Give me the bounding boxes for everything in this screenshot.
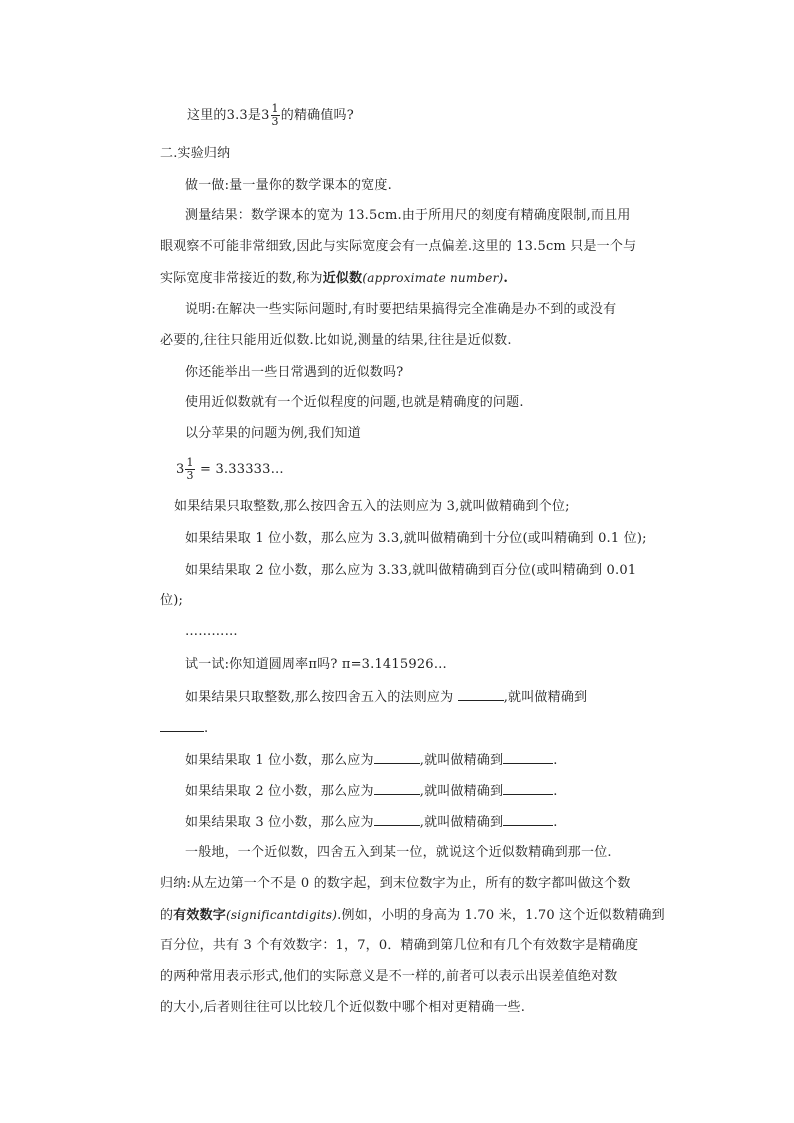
explain-line-1: 说明:在解决一些实际问题时,有时要把结果搞得完全准确是办不到的或没有 (185, 302, 617, 317)
precision-problem: 使用近似数就有一个近似程度的问题,也就是精确度的问题. (185, 395, 524, 410)
term-approximate-number: 近似数 (322, 271, 363, 286)
summary-line-1: 归纳:从左边第一个不是 0 的数字起，到末位数字为止，所有的数字都叫做这个数 (160, 876, 631, 891)
explain-line-2: 必要的,往往只能用近似数.比如说,测量的结果,往往是近似数. (160, 333, 512, 348)
apple-intro: 以分苹果的问题为例,我们知道 (185, 426, 361, 441)
formula-denominator: 3 (186, 469, 194, 482)
formula-whole: 3 (176, 462, 185, 477)
try-three-decimal (185, 811, 558, 833)
try-d2-pre: 如果结果取 2 位小数，那么应为 (185, 784, 374, 799)
try-d3-end: . (553, 815, 558, 830)
term-significant-digits-en: (significantdigits) (226, 908, 338, 922)
try-intro: 试一试:你知道圆周率π吗? π=3.1415926… (185, 657, 447, 672)
term-english: (approximate number) (362, 271, 504, 285)
section-heading: 二.实验归纳 (160, 146, 231, 161)
summary-line-3: 百分位，共有 3 个有效数字：1，7，0．精确到第几位和有几个有效数字是精确度 (160, 938, 639, 953)
try-two-decimal (185, 780, 558, 802)
blank-d1-precision[interactable] (503, 749, 553, 764)
ask-examples: 你还能举出一些日常遇到的近似数吗? (185, 365, 404, 380)
try-integer-pre: 如果结果只取整数,那么按四舍五入的法则应为 (185, 690, 454, 705)
measure-line-3-end: . (503, 271, 509, 286)
question-exact-value (187, 103, 354, 128)
blank-d2-value[interactable] (374, 780, 420, 795)
summary-line-4: 的两种常用表示形式,他们的实际意义是不一样的,前者可以表示出误差值绝对数 (160, 969, 618, 984)
summary-line-2-post: .例如，小明的身高为 1.70 米，1.70 这个近似数精确到 (337, 908, 665, 923)
round-integer: 如果结果只取整数,那么按四舍五入的法则应为 3,就叫做精确到个位; (174, 499, 570, 514)
try-integer-end: . (204, 721, 209, 736)
formula-numerator: 1 (186, 456, 194, 469)
measure-line-3-pre: 实际宽度非常接近的数,称为 (160, 271, 323, 286)
try-integer-line-2 (160, 717, 208, 739)
try-d1-end: . (553, 753, 558, 768)
measure-line-2: 眼观察不可能非常细致,因此与实际宽度会有一点偏差.这里的 13.5cm 只是一个与 (160, 239, 637, 254)
question-text-post: 的精确值吗? (280, 108, 354, 123)
try-d2-mid: ,就叫做精确到 (419, 784, 504, 799)
formula-rest: = 3.33333… (200, 462, 284, 477)
measure-line-3 (160, 268, 508, 289)
summary-line-2-pre: 的 (160, 908, 174, 923)
round-two-decimal-line-1: 如果结果取 2 位小数，那么应为 3.33,就叫做精确到百分位(或叫精确到 0.01 (185, 563, 637, 578)
blank-d3-precision[interactable] (503, 811, 553, 826)
round-one-decimal: 如果结果取 1 位小数，那么应为 3.3,就叫做精确到十分位(或叫精确到 0.1 位); (185, 531, 647, 546)
ellipsis-dots: ………… (185, 624, 238, 639)
blank-d1-value[interactable] (374, 749, 420, 764)
formula-fraction (185, 457, 194, 482)
blank-integer-precision[interactable] (160, 717, 204, 732)
do-it-paragraph: 做一做:量一量你的数学课本的宽度. (185, 178, 392, 193)
try-d3-pre: 如果结果取 3 位小数，那么应为 (185, 815, 374, 830)
general-rule: 一般地，一个近似数，四舍五入到某一位，就说这个近似数精确到那一位. (185, 845, 612, 860)
blank-d2-precision[interactable] (503, 780, 553, 795)
try-d1-mid: ,就叫做精确到 (419, 753, 504, 768)
try-d3-mid: ,就叫做精确到 (419, 815, 504, 830)
try-integer-line (185, 686, 587, 708)
try-d2-end: . (553, 784, 558, 799)
term-significant-digits: 有效数字 (173, 908, 227, 923)
question-text-pre: 这里的3.3是3 (187, 108, 270, 123)
try-d1-pre: 如果结果取 1 位小数，那么应为 (185, 753, 374, 768)
round-two-decimal-line-2: 位); (160, 593, 184, 608)
fraction-denominator: 3 (271, 115, 279, 128)
try-one-decimal (185, 749, 558, 771)
measure-line-1: 测量结果：数学课本的宽为 13.5cm.由于所用尺的刻度有精确度限制,而且用 (185, 208, 631, 223)
blank-d3-value[interactable] (374, 811, 420, 826)
fraction-one-third (271, 103, 280, 128)
summary-line-5: 的大小,后者则往往可以比较几个近似数中哪个相对更精确一些. (160, 1000, 526, 1015)
fraction-numerator: 1 (271, 102, 279, 115)
try-integer-mid: ,就叫做精确到 (503, 690, 588, 705)
summary-line-2 (160, 905, 665, 926)
blank-integer-value[interactable] (458, 686, 504, 701)
formula-one-third (176, 457, 284, 482)
